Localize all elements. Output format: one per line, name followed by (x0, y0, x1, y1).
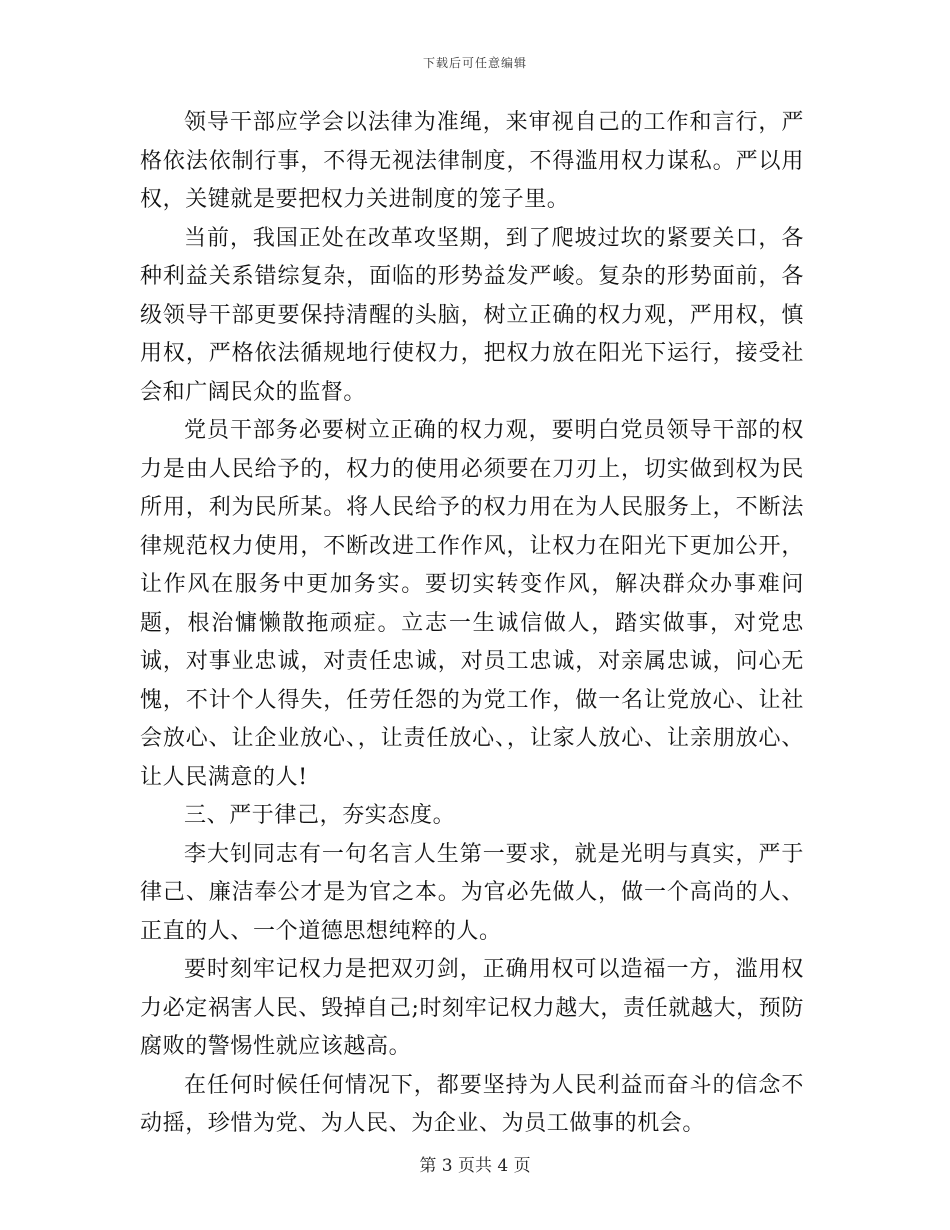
document-body (140, 104, 804, 1144)
paragraph-1: 领导干部应学会以法律为准绳，来审视自己的工作和言行，严格依法依制行事，不得无视法律制度，不得滥用权力谋私。严以用权，关键就是要把权力关进制度的笼子里。 (140, 110, 804, 212)
paragraph-3: 党员干部务必要树立正确的权力观，要明白党员领导干部的权力是由人民给予的，权力的使用必须要在刀刃上，切实做到权为民所用，利为民所某。将人民给予的权力用在为人民服务上，不断法律规范权力使用，不断改进工作作风，让权力在阳光下更加公开，让作风在服务中更加务实。要切实转变作风，解决群众办事难问题，根治慵懒散拖顽症。立志一生诚信做人，踏实做事，对党忠诚，对事业忠诚，对责任忠诚，对员工忠诚，对亲属忠诚，问心无愧，不计个人得失，任劳任怨的为党工作，做一名让党放心、让社会放心、让企业放心、，让责任放心、，让家人放心、让亲朋放心、让人民满意的人! (140, 418, 804, 790)
header-note: 下载后可任意编辑 (422, 56, 527, 70)
paragraph-6: 在任何时候任何情况下，都要坚持为人民利益而奋斗的信念不动摇，珍惜为党、为人民、为企业、为员工做事的机会。 (140, 1072, 804, 1136)
paragraph-4: 李大钊同志有一句名言人生第一要求，就是光明与真实，严于律己、廉洁奉公才是为官之本。为官必先做人，做一个高尚的人、正直的人、一个道德思想纯粹的人。 (140, 841, 804, 944)
paragraph-2: 当前，我国正处在改革攻坚期，到了爬坡过坎的紧要关口，各种利益关系错综复杂，面临的形势益发严峻。复杂的形势面前，各级领导干部更要保持清醒的头脑，树立正确的权力观，严用权，慎用权，严格依法循规地行使权力，把权力放在阳光下运行，接受社会和广阔民众的监督。 (140, 225, 804, 405)
page-number: 第 3 页共 4 页 (419, 1156, 531, 1176)
section-heading: 三、严于律己，夯实态度。 (184, 803, 456, 828)
paragraph-5: 要时刻牢记权力是把双刃剑，正确用权可以造福一方，滥用权力必定祸害人民、毁掉自己;时刻牢记权力越大，责任就越大，预防腐败的警惕性就应该越高。 (140, 957, 804, 1059)
